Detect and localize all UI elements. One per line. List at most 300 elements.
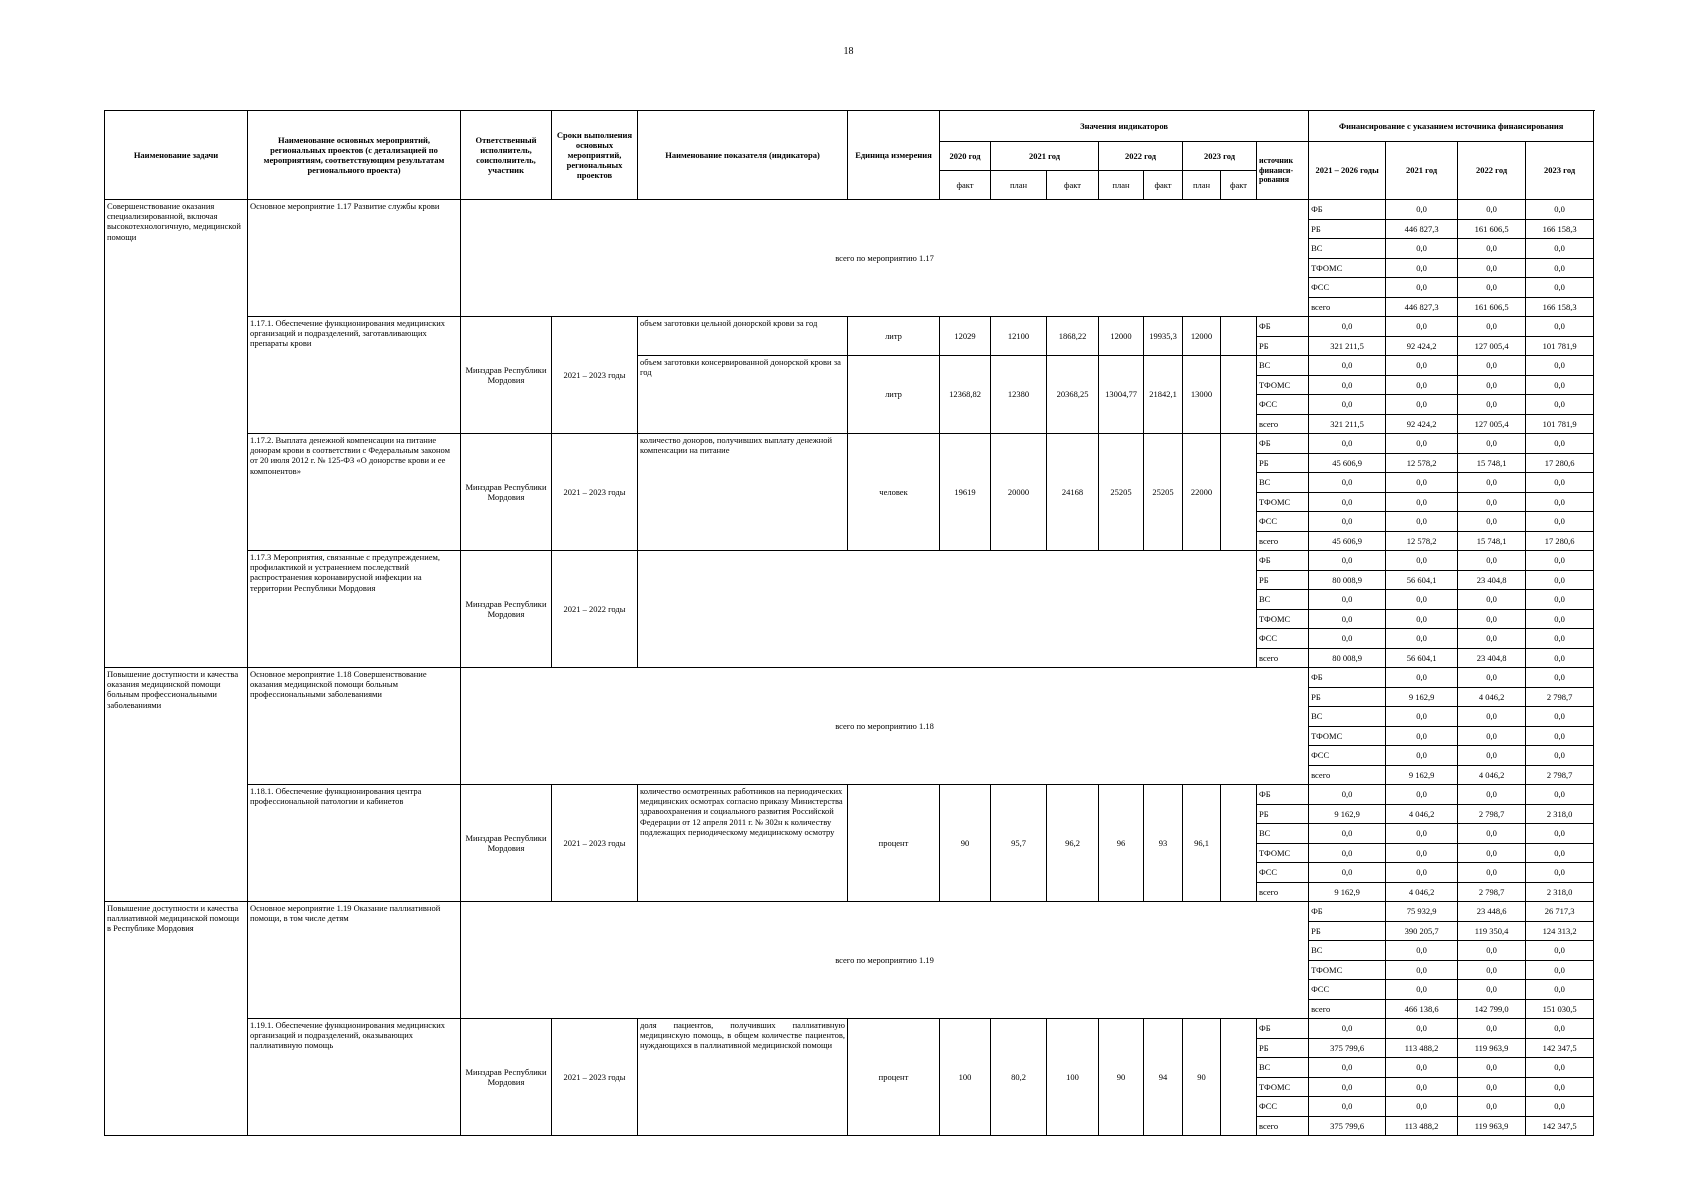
fin-2022: 2 798,7 bbox=[1458, 804, 1526, 824]
fin-total-2021-2026: 0,0 bbox=[1309, 395, 1386, 415]
responsible: Минздрав Республики Мордовия bbox=[461, 551, 552, 668]
header-financing-group: Финансирование с указанием источника финансирования bbox=[1309, 111, 1594, 142]
responsible: Минздрав Республики Мордовия bbox=[461, 1019, 552, 1136]
fin-2021: 0,0 bbox=[1386, 843, 1458, 863]
activity-total-label: всего по мероприятию 1.19 bbox=[461, 902, 1309, 1019]
fin-total-2021-2026: 0,0 bbox=[1386, 726, 1458, 746]
indicator-value-2023-fact bbox=[1221, 785, 1257, 902]
indicator-value-2020-fact: 12029 bbox=[940, 317, 991, 356]
fin-total-2021-2026: 0,0 bbox=[1386, 278, 1458, 298]
fin-total-2021-2026: 466 138,6 bbox=[1386, 999, 1458, 1019]
task-name: Повышение доступности и качества оказания медицинской помощи больным профессиональными заболеваниями bbox=[105, 668, 248, 902]
fin-total-2021-2026: 0,0 bbox=[1309, 863, 1386, 883]
fin-2022: 0,0 bbox=[1458, 375, 1526, 395]
fin-total-2021-2026: 80 008,9 bbox=[1309, 570, 1386, 590]
indicator-unit: литр bbox=[848, 356, 940, 434]
fin-2021: 0,0 bbox=[1458, 239, 1526, 259]
table-row bbox=[105, 434, 1594, 454]
fin-total-2021-2026: 0,0 bbox=[1309, 609, 1386, 629]
indicator-value-2023-plan: 90 bbox=[1183, 1019, 1221, 1136]
fin-source: ВС bbox=[1309, 239, 1386, 259]
fin-2022: 124 313,2 bbox=[1526, 921, 1594, 941]
fin-source: ФБ bbox=[1309, 902, 1386, 922]
fin-2021: 0,0 bbox=[1386, 395, 1458, 415]
table-row bbox=[105, 551, 1594, 571]
indicator-value-2020-fact: 19619 bbox=[940, 434, 991, 551]
fin-2021: 0,0 bbox=[1458, 278, 1526, 298]
fin-2021: 0,0 bbox=[1386, 609, 1458, 629]
fin-2021: 0,0 bbox=[1386, 473, 1458, 493]
fin-2022: 0,0 bbox=[1526, 746, 1594, 766]
table-row bbox=[105, 902, 1594, 922]
task-name: Совершенствование оказания специализированной, включая высокотехнологичную, медицинской помощи bbox=[105, 200, 248, 668]
fin-total-2021-2026: 446 827,3 bbox=[1386, 219, 1458, 239]
fin-2023: 0,0 bbox=[1526, 1058, 1594, 1078]
responsible: Минздрав Республики Мордовия bbox=[461, 785, 552, 902]
fin-2022: 23 404,8 bbox=[1458, 570, 1526, 590]
fin-total-2021-2026: 0,0 bbox=[1309, 512, 1386, 532]
indicator-value-2023-plan: 96,1 bbox=[1183, 785, 1221, 902]
fin-2021: 4 046,2 bbox=[1386, 882, 1458, 902]
fin-2023: 0,0 bbox=[1526, 434, 1594, 454]
fin-source: всего bbox=[1257, 1116, 1309, 1136]
fin-2022: 2 798,7 bbox=[1526, 765, 1594, 785]
fin-2021: 0,0 bbox=[1458, 668, 1526, 688]
indicator-name: количество осмотренных работников на периодических медицинских осмотрах согласно приказу Министерства здравоохранения и социального развития Российской Федерации от 12 апреля 2011 г. № 302н к количеству подлежащих периодическому медицинскому осмотру bbox=[638, 785, 848, 902]
fin-source: всего bbox=[1257, 648, 1309, 668]
fin-2021: 0,0 bbox=[1458, 707, 1526, 727]
header-task: Наименование задачи bbox=[105, 111, 248, 200]
fin-source: ФБ bbox=[1309, 668, 1386, 688]
header-2020-fact: факт bbox=[940, 171, 991, 200]
fin-2022: 15 748,1 bbox=[1458, 453, 1526, 473]
indicator-value-2021-fact: 24168 bbox=[1047, 434, 1099, 551]
sub-activity: 1.17.1. Обеспечение функционирования медицинских организаций и подразделений, заготавливающих препараты крови bbox=[248, 317, 461, 434]
indicator-value-2020-fact: 90 bbox=[940, 785, 991, 902]
indicator-value-2020-fact: 12368,82 bbox=[940, 356, 991, 434]
fin-source: всего bbox=[1309, 999, 1386, 1019]
fin-source: ТФОМС bbox=[1257, 843, 1309, 863]
indicator-value-2023-fact bbox=[1221, 356, 1257, 434]
fin-source: всего bbox=[1309, 297, 1386, 317]
indicator-value-2021-fact: 96,2 bbox=[1047, 785, 1099, 902]
fin-source: ВС bbox=[1309, 941, 1386, 961]
fin-2022: 0,0 bbox=[1458, 609, 1526, 629]
main-activity: Основное мероприятие 1.17 Развитие службы крови bbox=[248, 200, 461, 317]
fin-2022: 0,0 bbox=[1458, 512, 1526, 532]
sub-activity: 1.18.1. Обеспечение функционирования центра профессиональной патологии и кабинетов bbox=[248, 785, 461, 902]
indicator-value-2023-plan: 13000 bbox=[1183, 356, 1221, 434]
fin-total-2021-2026: 0,0 bbox=[1309, 492, 1386, 512]
fin-2022: 0,0 bbox=[1458, 395, 1526, 415]
fin-total-2021-2026: 0,0 bbox=[1309, 1058, 1386, 1078]
fin-2021: 0,0 bbox=[1386, 863, 1458, 883]
fin-source: ФСС bbox=[1257, 395, 1309, 415]
table-row bbox=[105, 200, 1594, 220]
fin-2021: 0,0 bbox=[1386, 785, 1458, 805]
fin-total-2021-2026: 80 008,9 bbox=[1309, 648, 1386, 668]
fin-total-2021-2026: 0,0 bbox=[1386, 746, 1458, 766]
header-2021-fact: факт bbox=[1047, 171, 1099, 200]
fin-2022: 166 158,3 bbox=[1526, 297, 1594, 317]
fin-2023: 17 280,6 bbox=[1526, 531, 1594, 551]
indicator-value-2021-plan: 80,2 bbox=[991, 1019, 1047, 1136]
indicator-unit: процент bbox=[848, 1019, 940, 1136]
fin-2021: 0,0 bbox=[1386, 1077, 1458, 1097]
indicator-unit: процент bbox=[848, 785, 940, 902]
indicator-value-2021-fact: 100 bbox=[1047, 1019, 1099, 1136]
fin-source: ФСС bbox=[1257, 629, 1309, 649]
fin-2022: 0,0 bbox=[1458, 629, 1526, 649]
sub-activity: 1.19.1. Обеспечение функционирования медицинских организаций и подразделений, оказывающих паллиативную помощь bbox=[248, 1019, 461, 1136]
fin-2022: 2 798,7 bbox=[1458, 882, 1526, 902]
fin-total-2021-2026: 0,0 bbox=[1386, 239, 1458, 259]
fin-2021: 0,0 bbox=[1458, 980, 1526, 1000]
fin-2023: 0,0 bbox=[1526, 843, 1594, 863]
fin-2022: 0,0 bbox=[1458, 1077, 1526, 1097]
activity-total-label: всего по мероприятию 1.18 bbox=[461, 668, 1309, 785]
fin-total-2021-2026: 321 211,5 bbox=[1309, 336, 1386, 356]
fin-2021: 142 799,0 bbox=[1458, 999, 1526, 1019]
fin-source: всего bbox=[1257, 882, 1309, 902]
fin-source: РБ bbox=[1257, 570, 1309, 590]
table-header bbox=[105, 111, 1594, 200]
indicator-value-2021-plan: 12100 bbox=[991, 317, 1047, 356]
header-fin-2021: 2021 год bbox=[1386, 142, 1458, 200]
fin-total-2021-2026: 45 606,9 bbox=[1309, 531, 1386, 551]
fin-total-2021-2026: 0,0 bbox=[1386, 707, 1458, 727]
fin-source: ФСС bbox=[1309, 278, 1386, 298]
fin-2021: 0,0 bbox=[1386, 824, 1458, 844]
header-fin-2023: 2023 год bbox=[1526, 142, 1594, 200]
fin-source: ВС bbox=[1257, 590, 1309, 610]
sub-activity: 1.17.2. Выплата денежной компенсации на питание донорам крови в соответствии с Федеральным законом от 20 июля 2012 г. № 125-ФЗ «О донорстве крови и ее компонентов» bbox=[248, 434, 461, 551]
page-number: 18 bbox=[843, 46, 854, 57]
fin-2022: 151 030,5 bbox=[1526, 999, 1594, 1019]
fin-source: ВС bbox=[1309, 707, 1386, 727]
header-responsible: Ответственный исполнитель, соисполнитель, участник bbox=[461, 111, 552, 200]
fin-2021: 0,0 bbox=[1386, 590, 1458, 610]
indicator-value-2021-fact: 1868,22 bbox=[1047, 317, 1099, 356]
fin-2023: 0,0 bbox=[1526, 590, 1594, 610]
fin-2022: 15 748,1 bbox=[1458, 531, 1526, 551]
fin-total-2021-2026: 390 205,7 bbox=[1386, 921, 1458, 941]
fin-total-2021-2026: 0,0 bbox=[1309, 824, 1386, 844]
fin-2021: 0,0 bbox=[1386, 356, 1458, 376]
fin-2023: 0,0 bbox=[1526, 473, 1594, 493]
table-body bbox=[105, 200, 1594, 1136]
fin-2023: 0,0 bbox=[1526, 785, 1594, 805]
fin-source: РБ bbox=[1257, 1038, 1309, 1058]
fin-2022: 0,0 bbox=[1458, 1097, 1526, 1117]
header-2022-fact: факт bbox=[1144, 171, 1183, 200]
fin-2023: 142 347,5 bbox=[1526, 1116, 1594, 1136]
fin-2021: 56 604,1 bbox=[1386, 648, 1458, 668]
header-fin-total: 2021 – 2026 годы bbox=[1309, 142, 1386, 200]
responsible: Минздрав Республики Мордовия bbox=[461, 434, 552, 551]
indicator-value-2023-fact bbox=[1221, 317, 1257, 356]
fin-2021: 4 046,2 bbox=[1458, 687, 1526, 707]
fin-source: ФБ bbox=[1257, 1019, 1309, 1039]
indicator-value-2022-plan: 13004,77 bbox=[1099, 356, 1144, 434]
indicator-name: объем заготовки консервированной донорской крови за год bbox=[638, 356, 848, 434]
fin-2021: 0,0 bbox=[1386, 375, 1458, 395]
fin-source: ВС bbox=[1257, 356, 1309, 376]
fin-2022: 119 963,9 bbox=[1458, 1116, 1526, 1136]
main-activity: Основное мероприятие 1.19 Оказание паллиативной помощи, в том числе детям bbox=[248, 902, 461, 1019]
table-row bbox=[105, 1019, 1594, 1039]
fin-total-2021-2026: 0,0 bbox=[1309, 473, 1386, 493]
indicator-value-2022-plan: 96 bbox=[1099, 785, 1144, 902]
fin-2022: 0,0 bbox=[1526, 200, 1594, 220]
fin-2021: 0,0 bbox=[1386, 629, 1458, 649]
fin-total-2021-2026: 0,0 bbox=[1386, 200, 1458, 220]
responsible: Минздрав Республики Мордовия bbox=[461, 317, 552, 434]
fin-source: ВС bbox=[1257, 1058, 1309, 1078]
fin-2021: 0,0 bbox=[1386, 317, 1458, 337]
fin-2022: 0,0 bbox=[1458, 1019, 1526, 1039]
table-row bbox=[105, 785, 1594, 805]
fin-total-2021-2026: 0,0 bbox=[1309, 843, 1386, 863]
fin-source: ФСС bbox=[1257, 512, 1309, 532]
indicator-value-2023-fact bbox=[1221, 1019, 1257, 1136]
fin-source: ТФОМС bbox=[1257, 375, 1309, 395]
fin-2022: 119 963,9 bbox=[1458, 1038, 1526, 1058]
fin-source: ФСС bbox=[1309, 980, 1386, 1000]
fin-total-2021-2026: 9 162,9 bbox=[1386, 687, 1458, 707]
sub-activity: 1.17.3 Мероприятия, связанные с предупреждением, профилактикой и устранением последствий распространения коронавирусной инфекции на территории Республики Мордовия bbox=[248, 551, 461, 668]
indicator-name: доля пациентов, получивших паллиативную медицинскую помощь, в общем количестве пациентов, нуждающихся в паллиативной медицинской помощи bbox=[638, 1019, 848, 1136]
fin-source: РБ bbox=[1309, 219, 1386, 239]
header-2023-plan: план bbox=[1183, 171, 1221, 200]
header-2022: 2022 год bbox=[1099, 142, 1183, 171]
fin-2022: 0,0 bbox=[1526, 941, 1594, 961]
fin-total-2021-2026: 9 162,9 bbox=[1386, 765, 1458, 785]
fin-source: ТФОМС bbox=[1257, 492, 1309, 512]
header-unit: Единица измерения bbox=[848, 111, 940, 200]
fin-source: ФБ bbox=[1257, 785, 1309, 805]
fin-2023: 0,0 bbox=[1526, 570, 1594, 590]
fin-2021: 0,0 bbox=[1458, 200, 1526, 220]
fin-2023: 0,0 bbox=[1526, 375, 1594, 395]
indicator-value-2022-plan: 25205 bbox=[1099, 434, 1144, 551]
fin-source: ФБ bbox=[1257, 434, 1309, 454]
fin-source: ВС bbox=[1257, 473, 1309, 493]
fin-2022: 0,0 bbox=[1458, 590, 1526, 610]
header-2023-fact: факт bbox=[1221, 171, 1257, 200]
fin-2022: 0,0 bbox=[1526, 726, 1594, 746]
header-indicator: Наименование показателя (индикатора) bbox=[638, 111, 848, 200]
fin-source: ТФОМС bbox=[1309, 726, 1386, 746]
fin-2021: 161 606,5 bbox=[1458, 219, 1526, 239]
fin-2021: 0,0 bbox=[1458, 726, 1526, 746]
fin-2022: 0,0 bbox=[1458, 551, 1526, 571]
fin-2021: 0,0 bbox=[1386, 551, 1458, 571]
fin-2021: 119 350,4 bbox=[1458, 921, 1526, 941]
fin-2022: 0,0 bbox=[1526, 239, 1594, 259]
fin-total-2021-2026: 9 162,9 bbox=[1309, 804, 1386, 824]
terms: 2021 – 2023 годы bbox=[552, 317, 638, 434]
fin-2021: 0,0 bbox=[1458, 941, 1526, 961]
indicator-value-2021-fact: 20368,25 bbox=[1047, 356, 1099, 434]
fin-2023: 0,0 bbox=[1526, 648, 1594, 668]
fin-source: РБ bbox=[1309, 921, 1386, 941]
fin-total-2021-2026: 0,0 bbox=[1386, 960, 1458, 980]
fin-2022: 0,0 bbox=[1458, 843, 1526, 863]
fin-source: ТФОМС bbox=[1257, 609, 1309, 629]
main-activity: Основное мероприятие 1.18 Совершенствование оказания медицинской помощи больным профессиональными заболеваниями bbox=[248, 668, 461, 785]
table-row bbox=[105, 317, 1594, 337]
fin-2021: 0,0 bbox=[1386, 492, 1458, 512]
header-activity: Наименование основных мероприятий, региональных проектов (с детализацией по мероприятиям, соответствующим результатам регионального проекта) bbox=[248, 111, 461, 200]
header-2021-plan: план bbox=[991, 171, 1047, 200]
fin-total-2021-2026: 375 799,6 bbox=[1309, 1116, 1386, 1136]
fin-2021: 113 488,2 bbox=[1386, 1038, 1458, 1058]
fin-2022: 0,0 bbox=[1458, 824, 1526, 844]
fin-source: ФБ bbox=[1257, 551, 1309, 571]
indicator-unit: литр bbox=[848, 317, 940, 356]
fin-total-2021-2026: 0,0 bbox=[1309, 1019, 1386, 1039]
fin-2023: 0,0 bbox=[1526, 395, 1594, 415]
fin-2022: 0,0 bbox=[1458, 356, 1526, 376]
fin-total-2021-2026: 0,0 bbox=[1309, 317, 1386, 337]
header-fin-2022: 2022 год bbox=[1458, 142, 1526, 200]
indicator-value-2022-plan: 12000 bbox=[1099, 317, 1144, 356]
indicator-value-2021-plan: 20000 bbox=[991, 434, 1047, 551]
fin-total-2021-2026: 0,0 bbox=[1309, 356, 1386, 376]
indicator-value-2021-plan: 12380 bbox=[991, 356, 1047, 434]
fin-total-2021-2026: 0,0 bbox=[1309, 551, 1386, 571]
fin-2022: 0,0 bbox=[1526, 960, 1594, 980]
fin-2023: 17 280,6 bbox=[1526, 453, 1594, 473]
empty-indicators bbox=[638, 551, 1257, 668]
fin-total-2021-2026: 9 162,9 bbox=[1309, 882, 1386, 902]
fin-total-2021-2026: 375 799,6 bbox=[1309, 1038, 1386, 1058]
fin-2021: 0,0 bbox=[1386, 512, 1458, 532]
fin-2021: 113 488,2 bbox=[1386, 1116, 1458, 1136]
fin-2021: 23 448,6 bbox=[1458, 902, 1526, 922]
fin-source: ФБ bbox=[1257, 317, 1309, 337]
indicator-value-2022-fact: 94 bbox=[1144, 1019, 1183, 1136]
fin-2022: 0,0 bbox=[1458, 473, 1526, 493]
fin-2021: 0,0 bbox=[1386, 434, 1458, 454]
fin-2021: 0,0 bbox=[1458, 960, 1526, 980]
header-values-group: Значения индикаторов bbox=[940, 111, 1309, 142]
terms: 2021 – 2023 годы bbox=[552, 1019, 638, 1136]
fin-2022: 26 717,3 bbox=[1526, 902, 1594, 922]
fin-2022: 23 404,8 bbox=[1458, 648, 1526, 668]
fin-total-2021-2026: 446 827,3 bbox=[1386, 297, 1458, 317]
header-2021: 2021 год bbox=[991, 142, 1099, 171]
indicator-value-2022-fact: 21842,1 bbox=[1144, 356, 1183, 434]
fin-2021: 0,0 bbox=[1386, 1058, 1458, 1078]
fin-total-2021-2026: 0,0 bbox=[1309, 590, 1386, 610]
fin-2022: 166 158,3 bbox=[1526, 219, 1594, 239]
indicator-value-2023-plan: 12000 bbox=[1183, 317, 1221, 356]
fin-2023: 0,0 bbox=[1526, 1077, 1594, 1097]
fin-total-2021-2026: 0,0 bbox=[1386, 258, 1458, 278]
fin-2021: 4 046,2 bbox=[1458, 765, 1526, 785]
fin-2021: 0,0 bbox=[1386, 1019, 1458, 1039]
indicator-value-2022-fact: 25205 bbox=[1144, 434, 1183, 551]
fin-source: РБ bbox=[1309, 687, 1386, 707]
fin-2022: 127 005,4 bbox=[1458, 414, 1526, 434]
fin-source: всего bbox=[1309, 765, 1386, 785]
fin-2021: 0,0 bbox=[1386, 1097, 1458, 1117]
indicator-unit: человек bbox=[848, 434, 940, 551]
program-table bbox=[104, 110, 1594, 1136]
fin-total-2021-2026: 0,0 bbox=[1309, 785, 1386, 805]
fin-2022: 0,0 bbox=[1458, 434, 1526, 454]
fin-total-2021-2026: 0,0 bbox=[1309, 1077, 1386, 1097]
fin-2023: 0,0 bbox=[1526, 1097, 1594, 1117]
fin-total-2021-2026: 0,0 bbox=[1386, 980, 1458, 1000]
header-source: источник финанси-рования bbox=[1257, 142, 1309, 200]
fin-source: всего bbox=[1257, 414, 1309, 434]
fin-2023: 0,0 bbox=[1526, 863, 1594, 883]
fin-2022: 0,0 bbox=[1458, 1058, 1526, 1078]
fin-2023: 0,0 bbox=[1526, 609, 1594, 629]
indicator-value-2021-plan: 95,7 bbox=[991, 785, 1047, 902]
fin-total-2021-2026: 75 932,9 bbox=[1386, 902, 1458, 922]
fin-2021: 56 604,1 bbox=[1386, 570, 1458, 590]
fin-2023: 0,0 bbox=[1526, 1019, 1594, 1039]
fin-2022: 0,0 bbox=[1458, 492, 1526, 512]
fin-source: РБ bbox=[1257, 453, 1309, 473]
fin-2023: 0,0 bbox=[1526, 317, 1594, 337]
fin-2023: 2 318,0 bbox=[1526, 804, 1594, 824]
fin-2022: 0,0 bbox=[1458, 317, 1526, 337]
fin-2022: 0,0 bbox=[1526, 668, 1594, 688]
header-2023: 2023 год bbox=[1183, 142, 1257, 171]
fin-source: всего bbox=[1257, 531, 1309, 551]
fin-2022: 0,0 bbox=[1526, 258, 1594, 278]
fin-source: ФБ bbox=[1309, 200, 1386, 220]
fin-2022: 2 798,7 bbox=[1526, 687, 1594, 707]
fin-2023: 142 347,5 bbox=[1526, 1038, 1594, 1058]
terms: 2021 – 2023 годы bbox=[552, 785, 638, 902]
fin-source: ТФОМС bbox=[1257, 1077, 1309, 1097]
fin-2023: 101 781,9 bbox=[1526, 414, 1594, 434]
terms: 2021 – 2022 годы bbox=[552, 551, 638, 668]
fin-2023: 0,0 bbox=[1526, 629, 1594, 649]
fin-2023: 2 318,0 bbox=[1526, 882, 1594, 902]
fin-2022: 0,0 bbox=[1458, 863, 1526, 883]
fin-total-2021-2026: 321 211,5 bbox=[1309, 414, 1386, 434]
fin-2022: 0,0 bbox=[1526, 980, 1594, 1000]
fin-total-2021-2026: 45 606,9 bbox=[1309, 453, 1386, 473]
header-2022-plan: план bbox=[1099, 171, 1144, 200]
fin-source: РБ bbox=[1257, 804, 1309, 824]
task-name: Повышение доступности и качества паллиативной медицинской помощи в Республике Мордовия bbox=[105, 902, 248, 1136]
fin-total-2021-2026: 0,0 bbox=[1386, 668, 1458, 688]
indicator-value-2022-fact: 19935,3 bbox=[1144, 317, 1183, 356]
indicator-value-2023-plan: 22000 bbox=[1183, 434, 1221, 551]
fin-source: РБ bbox=[1257, 336, 1309, 356]
fin-2021: 161 606,5 bbox=[1458, 297, 1526, 317]
indicator-value-2020-fact: 100 bbox=[940, 1019, 991, 1136]
fin-source: ФСС bbox=[1257, 863, 1309, 883]
table-row bbox=[105, 668, 1594, 688]
fin-2023: 0,0 bbox=[1526, 551, 1594, 571]
fin-total-2021-2026: 0,0 bbox=[1386, 941, 1458, 961]
fin-2023: 0,0 bbox=[1526, 356, 1594, 376]
fin-2021: 4 046,2 bbox=[1386, 804, 1458, 824]
fin-2022: 127 005,4 bbox=[1458, 336, 1526, 356]
fin-source: ТФОМС bbox=[1309, 258, 1386, 278]
fin-total-2021-2026: 0,0 bbox=[1309, 1097, 1386, 1117]
fin-total-2021-2026: 0,0 bbox=[1309, 375, 1386, 395]
